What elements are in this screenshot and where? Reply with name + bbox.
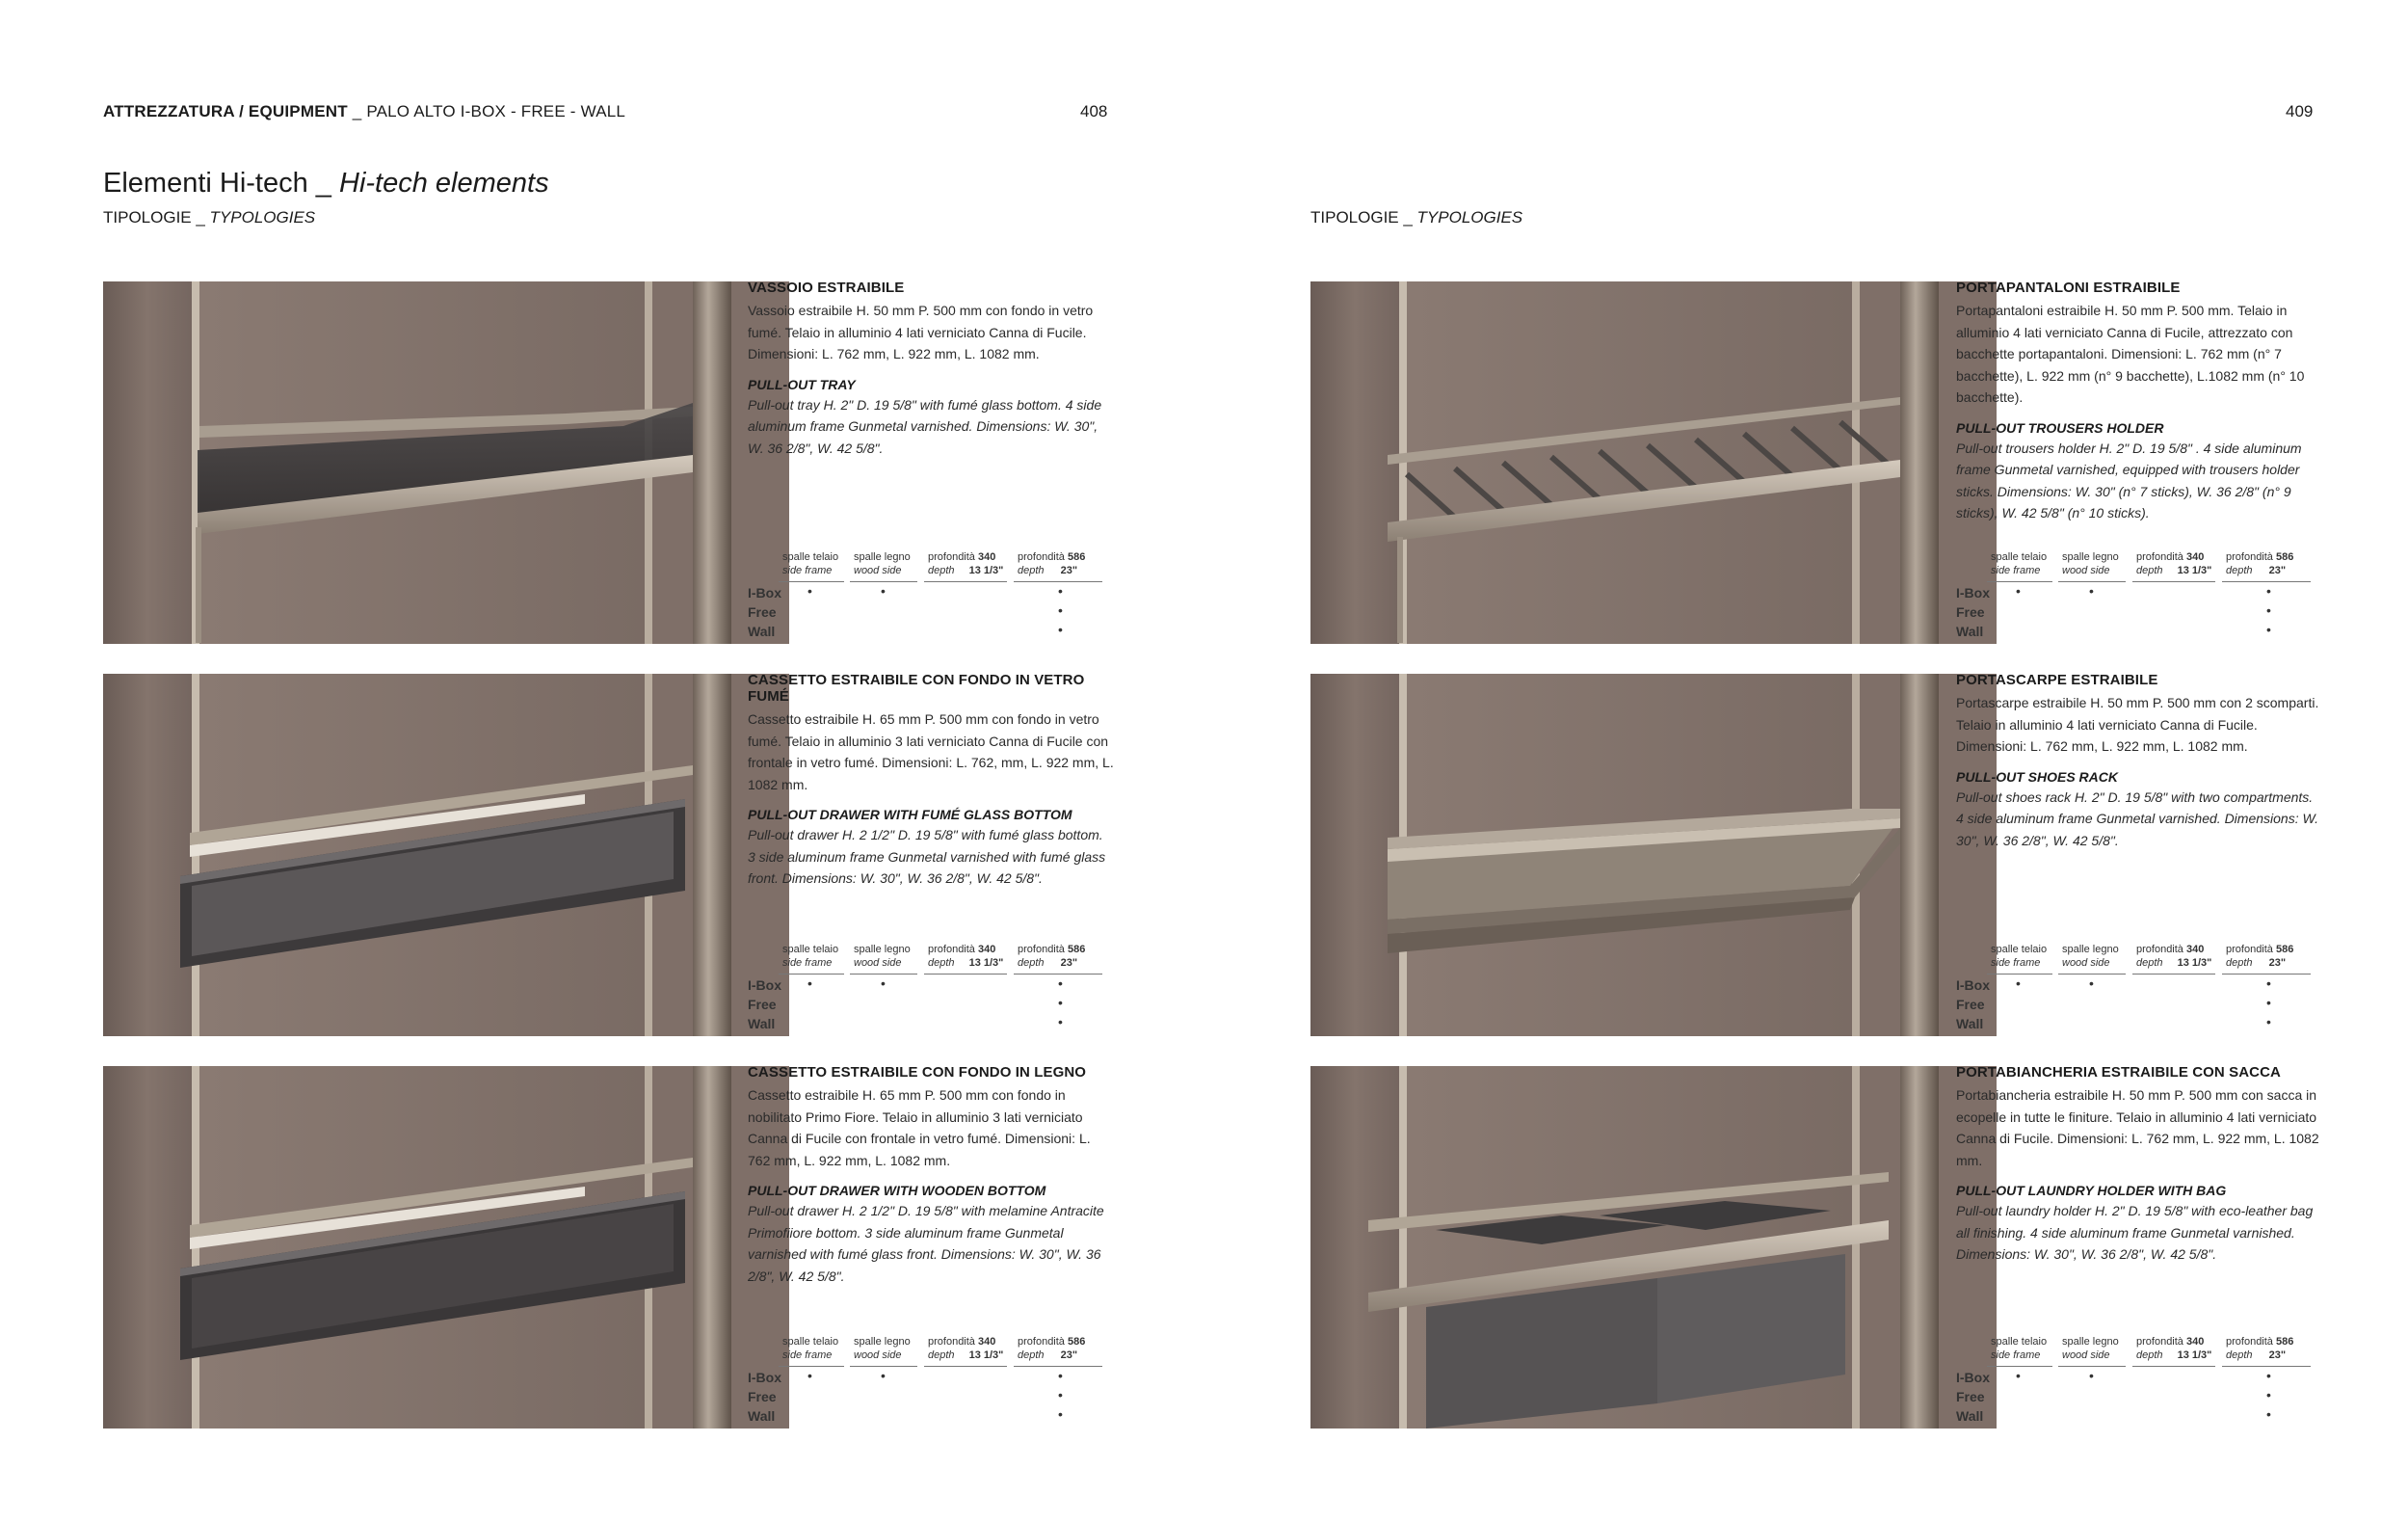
col-depth-340: profondità 340 depth 13 1/3" bbox=[928, 1336, 1004, 1361]
item-pull-out-drawer-glass bbox=[748, 672, 1114, 890]
col-side-frame: spalle telaio side frame bbox=[1991, 551, 2048, 576]
item-title-it: CASSETTO ESTRAIBILE CON FONDO IN LEGNO bbox=[748, 1064, 1087, 1081]
row-free: Free bbox=[748, 1389, 777, 1404]
col-wood-side: spalle legno wood side bbox=[2062, 1336, 2119, 1361]
photo-pull-out-laundry-holder bbox=[1310, 1066, 1997, 1429]
item-description-it: Cassetto estraibile H. 65 mm P. 500 mm con fondo in nobilitato Primo Fiore. Telaio in alluminio 3 lati verniciato Canna di Fucile con frontale in vetro fumé. Dimensioni: L. 762 mm, L. 922 mm, L. 1082 mm. bbox=[748, 1087, 1091, 1168]
subtitle-en: TYPOLOGIES bbox=[1416, 208, 1523, 227]
page-number-right: 409 bbox=[2286, 102, 2314, 120]
item-description-en: Pull-out trousers holder H. 2" D. 19 5/8" . 4 side aluminum frame Gunmetal varnished, equipped with trousers holder sticks. Dimensions: W. 30" (n° 7 sticks), W. 36 2/8" (n° 9 sticks), W. 42 5/8" (n° 10 sticks). bbox=[1956, 440, 2302, 521]
page-number-left: 408 bbox=[1080, 102, 1108, 120]
col-depth-340: profondità 340 depth 13 1/3" bbox=[2136, 1336, 2212, 1361]
item-pull-out-trousers-holder bbox=[1956, 280, 2322, 524]
dot-free-depth-586: • bbox=[2266, 995, 2271, 1010]
section-collection: _ PALO ALTO I-BOX - FREE - WALL bbox=[347, 102, 626, 120]
dot-ibox-side-frame: • bbox=[2016, 1368, 2021, 1383]
section-name: ATTREZZATURA / EQUIPMENT bbox=[103, 102, 348, 120]
col-wood-side: spalle legno wood side bbox=[854, 1336, 911, 1361]
dot-ibox-depth-586: • bbox=[1058, 1368, 1063, 1383]
item-title-en: PULL-OUT TRAY bbox=[748, 376, 856, 392]
dot-free-depth-586: • bbox=[2266, 1387, 2271, 1402]
item-title-it: PORTASCARPE ESTRAIBILE bbox=[1956, 672, 2158, 688]
item-description-en: Pull-out drawer H. 2 1/2" D. 19 5/8" with fumé glass bottom. 3 side aluminum frame Gunmetal varnished with fumé glass front. Dimensions: W. 30", W. 36 2/8", W. 42 5/8". bbox=[748, 827, 1106, 886]
item-title-it: PORTABIANCHERIA ESTRAIBILE CON SACCA bbox=[1956, 1064, 2281, 1081]
dot-ibox-depth-586: • bbox=[2266, 583, 2271, 599]
item-description-it: Portascarpe estraibile H. 50 mm P. 500 mm con 2 scomparti. Telaio in alluminio 4 lati verniciato Canna di Fucile. Dimensioni: L. 762 mm, L. 922 mm, L. 1082 mm. bbox=[1956, 695, 2319, 754]
col-wood-side: spalle legno wood side bbox=[854, 944, 911, 969]
photo-pull-out-tray bbox=[103, 281, 789, 644]
row-wall: Wall bbox=[1956, 1408, 1984, 1424]
col-depth-586: profondità 586 depth 23" bbox=[2226, 551, 2294, 576]
subtitle-en: TYPOLOGIES bbox=[209, 208, 316, 227]
item-title-en: PULL-OUT TROUSERS HOLDER bbox=[1956, 419, 2164, 436]
col-side-frame: spalle telaio side frame bbox=[1991, 1336, 2048, 1361]
item-title-it: PORTAPANTALONI ESTRAIBILE bbox=[1956, 280, 2181, 296]
item-title-it: CASSETTO ESTRAIBILE CON FONDO IN VETRO FUMÉ bbox=[748, 672, 1085, 705]
row-free: Free bbox=[748, 997, 777, 1012]
row-wall: Wall bbox=[748, 624, 776, 639]
dot-ibox-depth-586: • bbox=[2266, 975, 2271, 991]
item-description-en: Pull-out tray H. 2" D. 19 5/8" with fumé glass bottom. 4 side aluminum frame Gunmetal varnished. Dimensions: W. 30", W. 36 2/8", W. 42 5/8". bbox=[748, 396, 1102, 456]
item-description-it: Vassoio estraibile H. 50 mm P. 500 mm con fondo in vetro fumé. Telaio in alluminio 4 lati verniciato Canna di Fucile. Dimensioni: L. 762 mm, L. 922 mm, L. 1082 mm. bbox=[748, 303, 1094, 361]
col-side-frame: spalle telaio side frame bbox=[782, 551, 839, 576]
dot-wall-depth-586: • bbox=[1058, 1406, 1063, 1422]
item-pull-out-drawer-wood bbox=[748, 1064, 1114, 1287]
row-wall: Wall bbox=[748, 1408, 776, 1424]
dot-ibox-side-frame: • bbox=[807, 583, 812, 599]
dot-wall-depth-586: • bbox=[1058, 622, 1063, 637]
item-description-en: Pull-out shoes rack H. 2" D. 19 5/8" with two compartments. 4 side aluminum frame Gunmetal varnished. Dimensions: W. 30", W. 36 2/8", W. 42 5/8". bbox=[1956, 788, 2319, 848]
col-depth-586: profondità 586 depth 23" bbox=[1018, 551, 1086, 576]
running-header bbox=[103, 102, 625, 121]
dot-free-depth-586: • bbox=[1058, 602, 1063, 618]
row-wall: Wall bbox=[1956, 624, 1984, 639]
subtitle-it: TIPOLOGIE _ bbox=[103, 208, 210, 227]
row-wall: Wall bbox=[748, 1016, 776, 1031]
page-title-en: Hi-tech elements bbox=[339, 168, 549, 199]
page-title bbox=[103, 168, 549, 200]
dot-ibox-wood-side: • bbox=[881, 583, 886, 599]
row-wall: Wall bbox=[1956, 1016, 1984, 1031]
photo-pull-out-shoes-rack bbox=[1310, 674, 1997, 1036]
item-description-it: Cassetto estraibile H. 65 mm P. 500 mm con fondo in vetro fumé. Telaio in alluminio 3 lati verniciato Canna di Fucile con frontale in vetro fumé. Dimensioni: L. 762, mm, L. 922 mm, L. 1082 mm. bbox=[748, 711, 1114, 792]
dot-wall-depth-586: • bbox=[2266, 1014, 2271, 1029]
item-pull-out-shoes-rack bbox=[1956, 672, 2322, 851]
col-depth-586: profondità 586 depth 23" bbox=[1018, 944, 1086, 969]
col-side-frame: spalle telaio side frame bbox=[782, 1336, 839, 1361]
dot-free-depth-586: • bbox=[1058, 995, 1063, 1010]
col-depth-340: profondità 340 depth 13 1/3" bbox=[928, 551, 1004, 576]
col-wood-side: spalle legno wood side bbox=[2062, 551, 2119, 576]
dot-ibox-side-frame: • bbox=[807, 1368, 812, 1383]
dot-ibox-side-frame: • bbox=[807, 975, 812, 991]
row-ibox: I-Box bbox=[1956, 585, 1990, 601]
row-free: Free bbox=[1956, 604, 1985, 620]
col-side-frame: spalle telaio side frame bbox=[782, 944, 839, 969]
dot-ibox-wood-side: • bbox=[2089, 975, 2094, 991]
dot-ibox-side-frame: • bbox=[2016, 975, 2021, 991]
item-title-en: PULL-OUT LAUNDRY HOLDER WITH BAG bbox=[1956, 1183, 2227, 1198]
dot-wall-depth-586: • bbox=[2266, 622, 2271, 637]
photo-pull-out-drawer-glass bbox=[103, 674, 789, 1036]
photo-pull-out-trousers-holder bbox=[1310, 281, 1997, 644]
dot-ibox-depth-586: • bbox=[1058, 975, 1063, 991]
item-description-en: Pull-out drawer H. 2 1/2" D. 19 5/8" with melamine Antracite Primofiiore bottom. 3 side aluminum frame Gunmetal varnished with fumé glass front. Dimensions: W. 30", W. 36 2/8", W. 42 5/8". bbox=[748, 1203, 1104, 1284]
row-free: Free bbox=[1956, 997, 1985, 1012]
item-title-it: VASSOIO ESTRAIBILE bbox=[748, 280, 905, 296]
subtitle-it: TIPOLOGIE _ bbox=[1310, 208, 1417, 227]
row-ibox: I-Box bbox=[1956, 1370, 1990, 1385]
col-wood-side: spalle legno wood side bbox=[2062, 944, 2119, 969]
col-depth-586: profondità 586 depth 23" bbox=[1018, 1336, 1086, 1361]
col-depth-340: profondità 340 depth 13 1/3" bbox=[928, 944, 1004, 969]
row-ibox: I-Box bbox=[748, 1370, 781, 1385]
row-ibox: I-Box bbox=[1956, 977, 1990, 993]
dot-ibox-wood-side: • bbox=[881, 975, 886, 991]
dot-free-depth-586: • bbox=[2266, 602, 2271, 618]
subtitle-right bbox=[1310, 208, 1522, 227]
dot-ibox-depth-586: • bbox=[1058, 583, 1063, 599]
dot-wall-depth-586: • bbox=[2266, 1406, 2271, 1422]
dot-ibox-depth-586: • bbox=[2266, 1368, 2271, 1383]
col-depth-340: profondità 340 depth 13 1/3" bbox=[2136, 944, 2212, 969]
col-side-frame: spalle telaio side frame bbox=[1991, 944, 2048, 969]
item-description-it: Portapantaloni estraibile H. 50 mm P. 500 mm. Telaio in alluminio 4 lati verniciato Canna di Fucile, attrezzato con bacchette portapantaloni. Dimensioni: L. 762 mm (n° 7 bacchette), L. 922 mm (n° 9 bacchette), L.1082 mm (n° 10 bacchette). bbox=[1956, 303, 2305, 405]
dot-ibox-wood-side: • bbox=[2089, 583, 2094, 599]
row-free: Free bbox=[748, 604, 777, 620]
item-title-en: PULL-OUT SHOES RACK bbox=[1956, 768, 2118, 785]
item-pull-out-laundry-holder bbox=[1956, 1064, 2322, 1266]
col-wood-side: spalle legno wood side bbox=[854, 551, 911, 576]
page-title-it: Elementi Hi-tech _ bbox=[103, 168, 339, 199]
row-free: Free bbox=[1956, 1389, 1985, 1404]
item-description-en: Pull-out laundry holder H. 2" D. 19 5/8" with eco-leather bag all finishing. 4 side aluminum frame Gunmetal varnished. Dimensions: W. 30", W. 36 2/8", W. 42 5/8". bbox=[1956, 1203, 2314, 1262]
item-pull-out-tray bbox=[748, 280, 1114, 459]
item-title-en: PULL-OUT DRAWER WITH FUMÉ GLASS BOTTOM bbox=[748, 807, 1072, 822]
item-description-it: Portabiancheria estraibile H. 50 mm P. 500 mm con sacca in ecopelle in tutte le finiture. Telaio in alluminio 4 lati verniciato Canna di Fucile. Dimensioni: L. 762 mm, L. 922 mm, L. 1082 mm. bbox=[1956, 1087, 2319, 1168]
dot-ibox-wood-side: • bbox=[2089, 1368, 2094, 1383]
dot-wall-depth-586: • bbox=[1058, 1014, 1063, 1029]
col-depth-340: profondità 340 depth 13 1/3" bbox=[2136, 551, 2212, 576]
dot-free-depth-586: • bbox=[1058, 1387, 1063, 1402]
col-depth-586: profondità 586 depth 23" bbox=[2226, 944, 2294, 969]
row-ibox: I-Box bbox=[748, 585, 781, 601]
item-title-en: PULL-OUT DRAWER WITH WOODEN BOTTOM bbox=[748, 1183, 1046, 1198]
dot-ibox-side-frame: • bbox=[2016, 583, 2021, 599]
subtitle-left bbox=[103, 208, 315, 227]
photo-pull-out-drawer-wood bbox=[103, 1066, 789, 1429]
col-depth-586: profondità 586 depth 23" bbox=[2226, 1336, 2294, 1361]
row-ibox: I-Box bbox=[748, 977, 781, 993]
dot-ibox-wood-side: • bbox=[881, 1368, 886, 1383]
